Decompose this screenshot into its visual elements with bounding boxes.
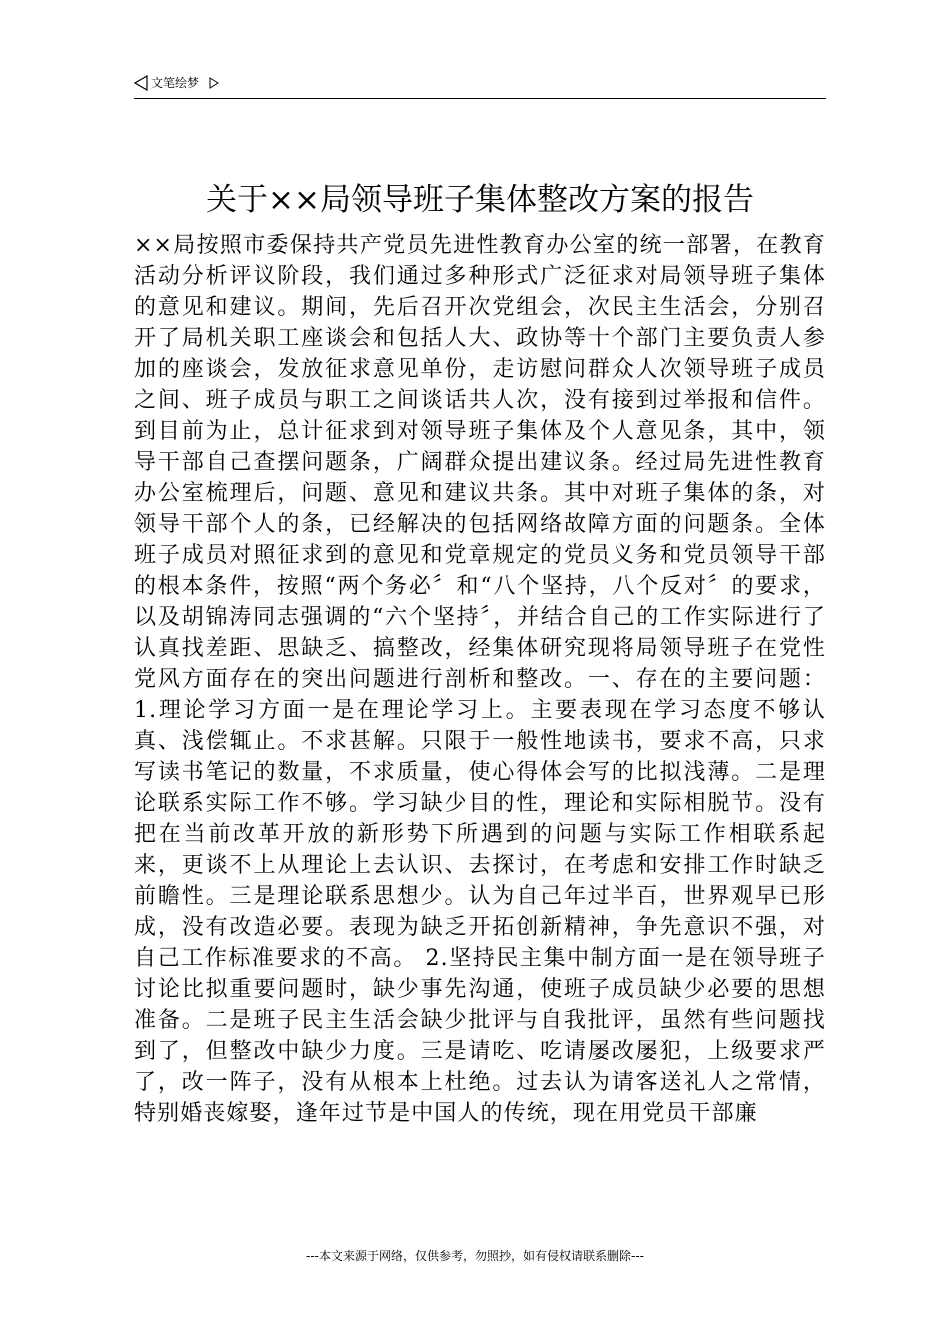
document-title: 关于××局领导班子集体整改方案的报告: [206, 182, 754, 218]
triangle-right-icon: [209, 77, 219, 89]
triangle-left-icon: [134, 75, 148, 91]
footer-disclaimer: ---本文来源于网络，仅供参考，勿照抄，如有侵权请联系删除---: [306, 1249, 644, 1263]
page-header: [134, 72, 826, 99]
header-bar: [134, 75, 219, 91]
document-body: ××局按照市委保持共产党员先进性教育办公室的统一部署，在教育活动分析评议阶段，我们通过多种形式广泛征求对局领导班子集体的意见和建议。期间，先后召开次党组会，次民主生活会，分别召开了局机关职工座谈会和包括人大、政协等十个部门主要负责人参加的座谈会，发放征求意见单份，走访慰问群众人次领导班子成员之间、班子成员与职工之间谈话共人次，没有接到过举报和信件。到目前为止，总计征求到对领导班子集体及个人意见条，其中，领导干部自己查摆问题条，广阔群众提出建议条。经过局先进性教育办公室梳理后，问题、意见和建议共条。其中对班子集体的条，对领导干部个人的条，已经解决的包括网络故障方面的问题条。全体班子成员对照征求到的意见和党章规定的党员义务和党员领导干部的根本条件，按照“两个务必〞和“八个坚持，八个反对〞的要求，以及胡锦涛同志强调的“六个坚持〞，并结合自己的工作实际进行了认真找差距、思缺乏、搞整改，经集体研究现将局领导班子在党性党风方面存在的突出问题进行剖析和整改。一、存在的主要问题： 1.理论学习方面一是在理论学习上。主要表现在学习态度不够认真、浅偿辄止。不求甚解。只限于一般性地读书，要求不高，只求写读书笔记的数量，不求质量，使心得体会写的比拟浅薄。二是理论联系实际工作不够。学习缺少目的性，理论和实际相脱节。没有把在当前改革开放的新形势下所遇到的问题与实际工作相联系起来，更谈不上从理论上去认识、去探讨，在考虑和安排工作时缺乏前瞻性。三是理论联系思想少。认为自己年过半百，世界观早已形成，没有改造必要。表现为缺乏开拓创新精神，争先意识不强，对自己工作标准要求的不高。 2.坚持民主集中制方面一是在领导班子讨论比拟重要问题时，缺少事先沟通，使班子成员缺少必要的思想准备。二是班子民主生活会缺少批评与自我批评，虽然有些问题找到了，但整改中缺少力度。三是请吃、吃请屡改屡犯，上级要求严了，改一阵子，没有从根本上杜绝。过去认为请客送礼人之常情，特别婚丧嫁娶，逢年过节是中国人的传统，现在用党员干部廉: [134, 233, 826, 1126]
header-title: 文笔绘梦: [151, 76, 200, 90]
